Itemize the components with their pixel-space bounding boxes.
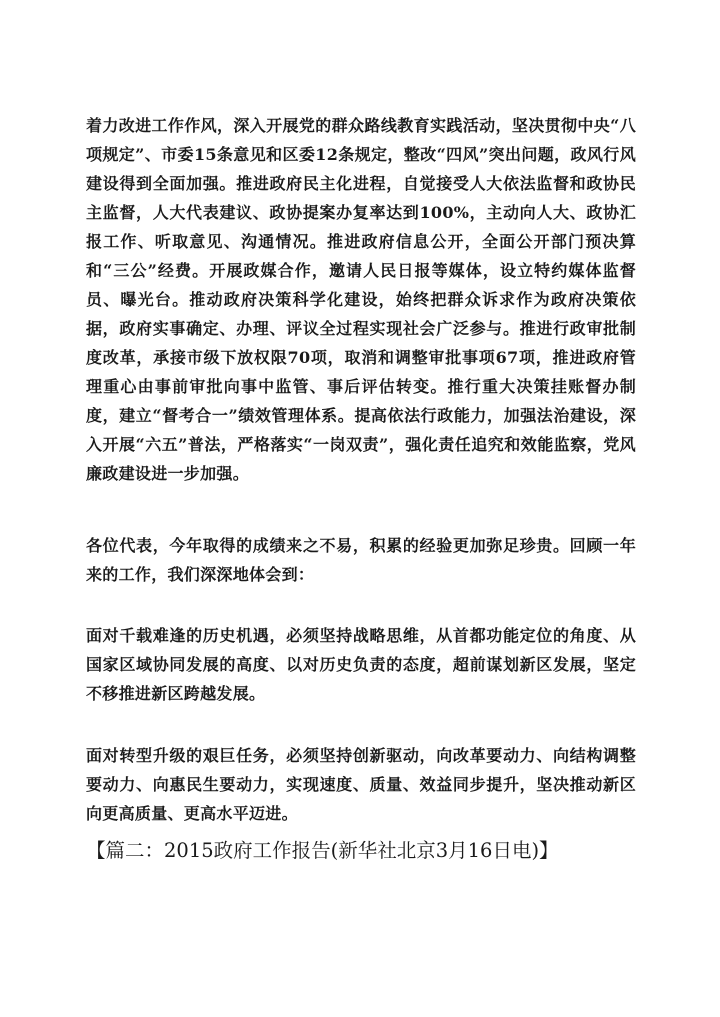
paragraph-strategic-thinking: 面对千载难逢的历史机遇，必须坚持战略思维，从首都功能定位的角度、从国家区域协同发展的高度、以对历史负责的态度，超前谋划新区发展，坚定不移推进新区跨越发展。	[86, 626, 636, 703]
paragraph-work-style: 着力改进工作作风，深入开展党的群众路线教育实践活动，坚决贯彻中央“八项规定”、市委15条意见和区委12条规定，整改“四风”突出问题，政风行风建设得到全面加强。推进政府民主化进程，自觉接受人大依法监督和政协民主监督，人大代表建议、政协提案办复率达到100%，主动向人大、政协汇报工作、听取意见、沟通情况。推进政府信息公开，全面公开部门预决算和“三公”经费。开展政媒合作，邀请人民日报等媒体，设立特约媒体监督员、曝光台。推动政府决策科学化建设，始终把群众诉求作为政府决策依据，政府实事确定、办理、评议全过程实现社会广泛参与。推进行政审批制度改革，承接市级下放权限70项，取消和调整审批事项67项，推进政府管理重心由事前审批向事中监管、事后评估转变。推行重大决策挂账督办制度，建立“督考合一”绩效管理体系。提高依法行政能力，加强法治建设，深入开展“六五”普法，严格落实“一岗双责”，强化责任追究和效能监察，党风廉政建设进一步加强。	[86, 116, 636, 483]
paragraph-delegates-experience: 各位代表，今年取得的成绩来之不易，积累的经验更加弥足珍贵。回顾一年来的工作，我们深深地体会到：	[86, 536, 636, 584]
paragraph-innovation-drive: 面对转型升级的艰巨任务，必须坚持创新驱动，向改革要动力、向结构调整要动力、向惠民生要动力，实现速度、质量、效益同步提升，坚决推动新区向更高质量、更高水平迈进。	[86, 746, 636, 823]
section-heading: 【篇二：2015政府工作报告(新华社北京3月16日电)】	[86, 839, 559, 862]
